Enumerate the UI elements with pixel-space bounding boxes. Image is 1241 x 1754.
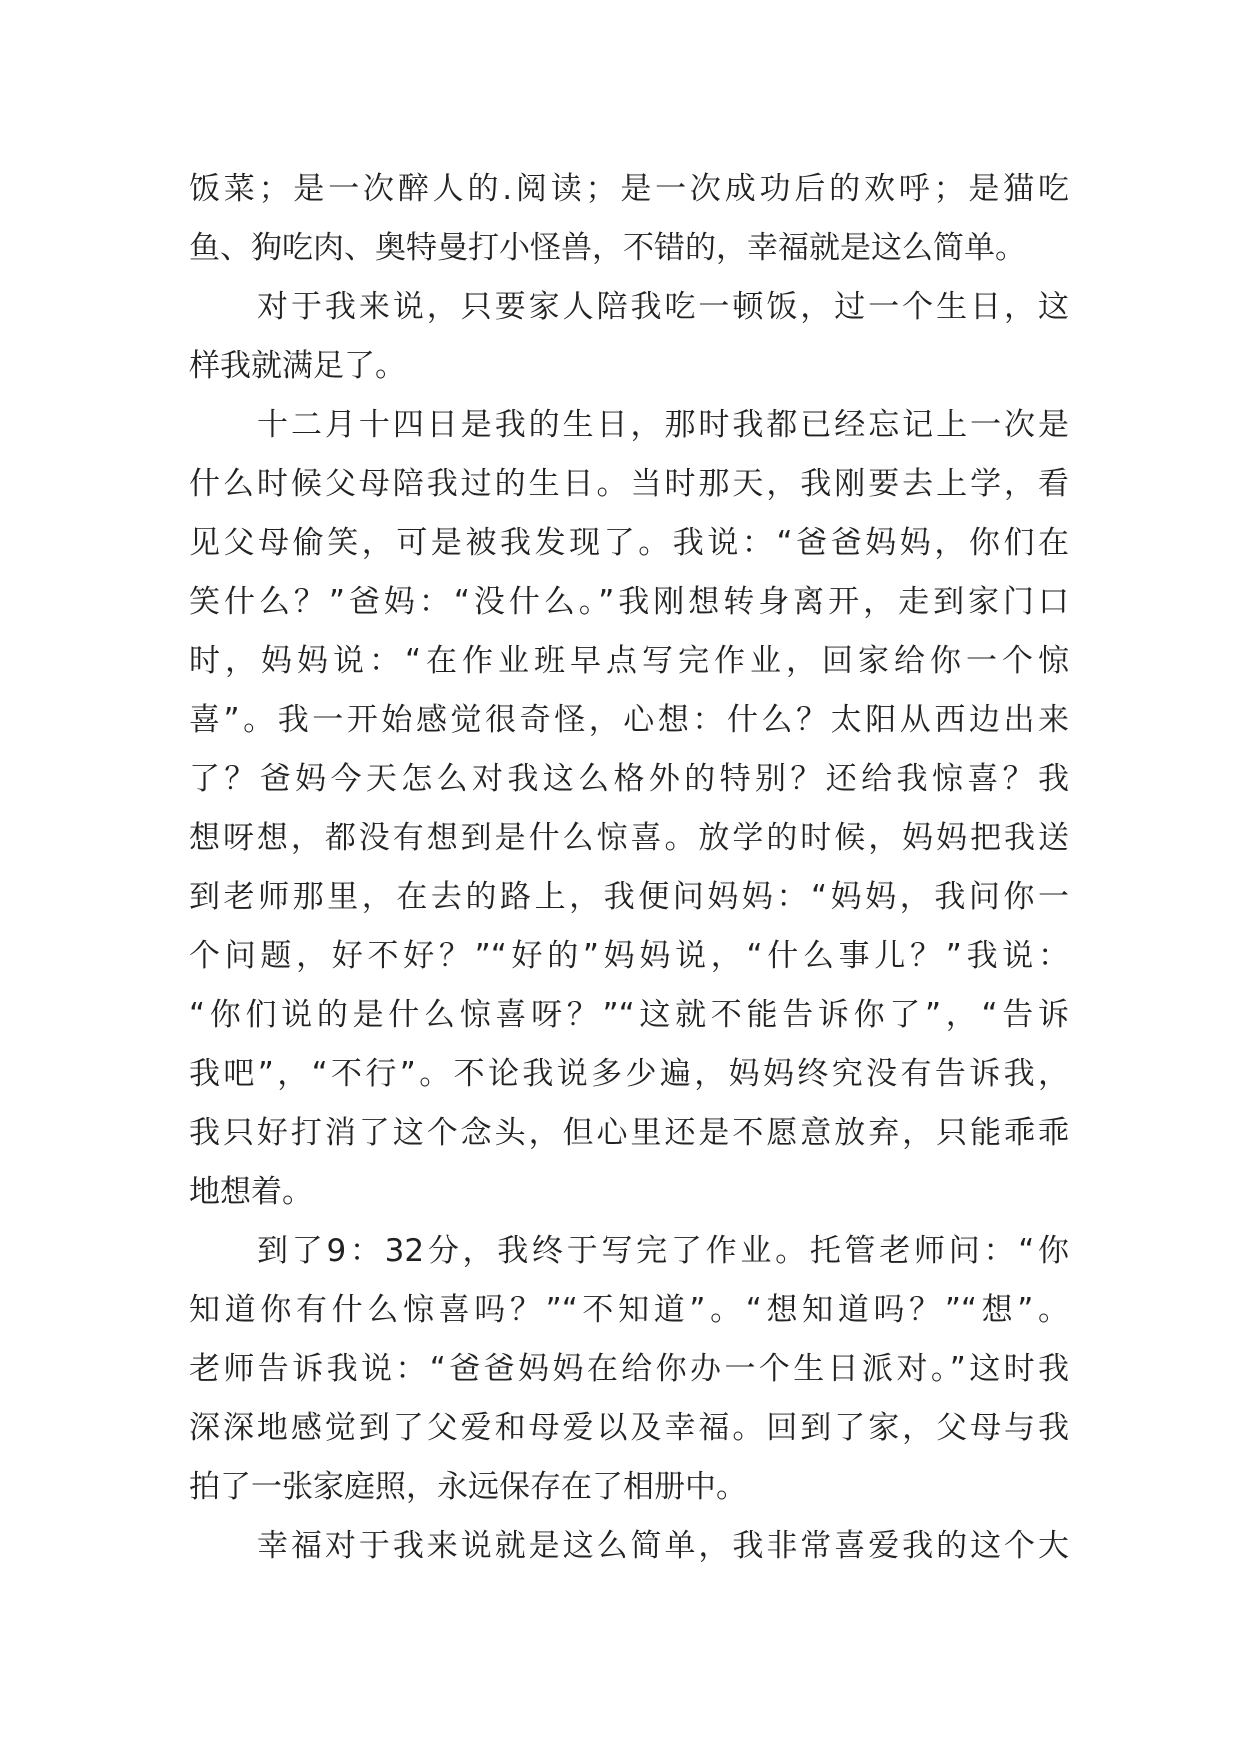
text-line: 时，妈妈说：“在作业班早点写完作业，回家给你一个惊 (189, 643, 1069, 679)
text-line: 幸福对于我来说就是这么简单，我非常喜爱我的这个大 (257, 1528, 1069, 1564)
text-line: 拍了一张家庭照，永远保存在了相册中。 (189, 1469, 747, 1505)
text-line: 想呀想，都没有想到是什么惊喜。放学的时候，妈妈把我送 (189, 820, 1069, 856)
text-line: 对于我来说，只要家人陪我吃一顿饭，过一个生日，这 (257, 289, 1069, 325)
text-line: 到了9：32分，我终于写完了作业。托管老师问：“你 (257, 1233, 1069, 1269)
text-line: 地想着。 (189, 1174, 313, 1210)
text-line: 深深地感觉到了父爱和母爱以及幸福。回到了家，父母与我 (189, 1410, 1069, 1446)
text-line: 什么时候父母陪我过的生日。当时那天，我刚要去上学，看 (189, 466, 1069, 502)
text-line: 鱼、狗吃肉、奥特曼打小怪兽，不错的，幸福就是这么简单。 (189, 230, 1026, 266)
text-line: 我吧”，“不行”。不论我说多少遍，妈妈终究没有告诉我， (189, 1056, 1069, 1092)
text-line: 笑什么？”爸妈：“没什么。”我刚想转身离开，走到家门口 (189, 584, 1069, 620)
text-line: 饭菜；是一次醉人的.阅读；是一次成功后的欢呼；是猫吃 (189, 171, 1069, 207)
text-line: 见父母偷笑，可是被我发现了。我说：“爸爸妈妈，你们在 (189, 525, 1069, 561)
text-line: 老师告诉我说：“爸爸妈妈在给你办一个生日派对。”这时我 (189, 1351, 1069, 1387)
text-line: 十二月十四日是我的生日，那时我都已经忘记上一次是 (257, 407, 1069, 443)
text-line: 个问题，好不好？”“好的”妈妈说，“什么事儿？”我说： (189, 938, 1069, 974)
text-line: 样我就满足了。 (189, 348, 406, 384)
text-line: “你们说的是什么惊喜呀？”“这就不能告诉你了”，“告诉 (189, 997, 1069, 1033)
body-text (189, 160, 1069, 1576)
text-line: 知道你有什么惊喜吗？”“不知道”。“想知道吗？”“想”。 (189, 1292, 1069, 1328)
text-line: 喜”。我一开始感觉很奇怪，心想：什么？太阳从西边出来 (189, 702, 1069, 738)
text-line: 我只好打消了这个念头，但心里还是不愿意放弃，只能乖乖 (189, 1115, 1069, 1151)
text-line: 到老师那里，在去的路上，我便问妈妈：“妈妈，我问你一 (189, 879, 1069, 915)
text-line: 了？爸妈今天怎么对我这么格外的特别？还给我惊喜？我 (189, 761, 1069, 797)
